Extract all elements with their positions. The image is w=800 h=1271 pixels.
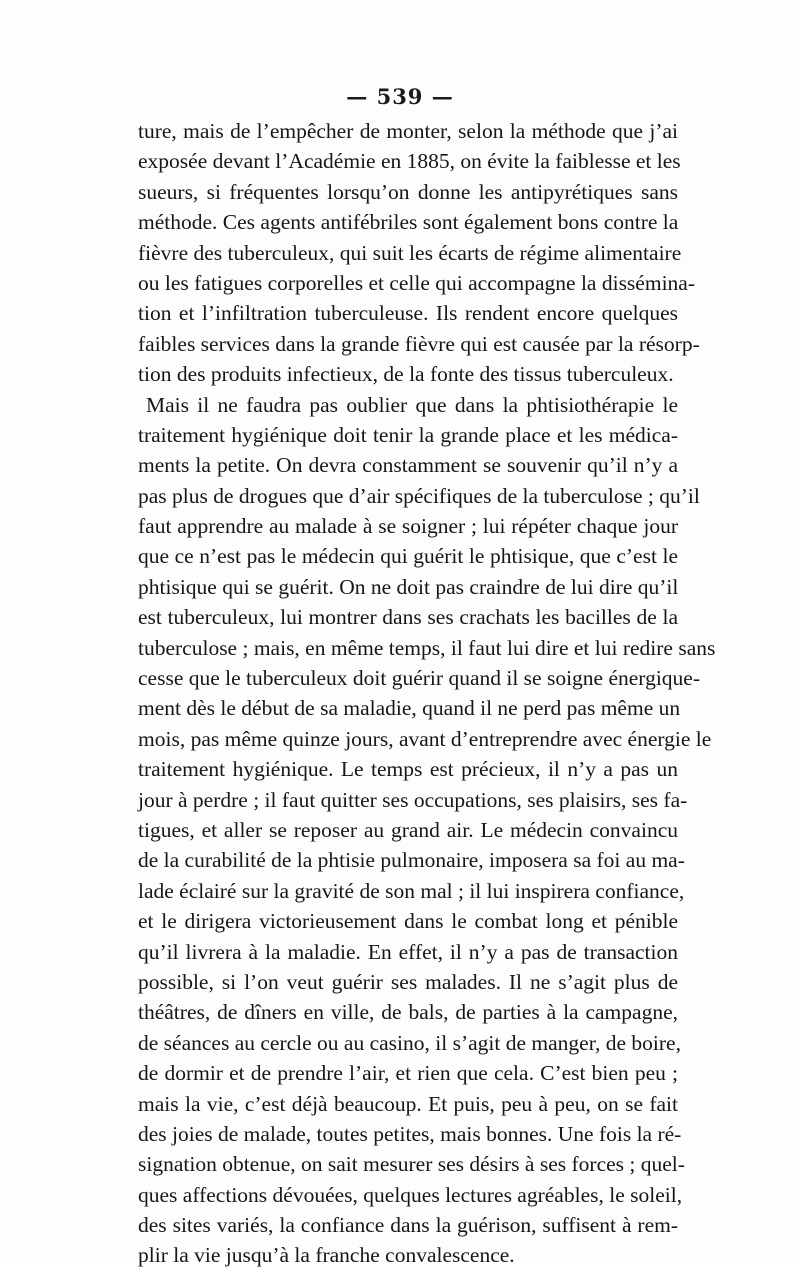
text-line: est tuberculeux, lui montrer dans ses crachats les bacilles de la [138,605,678,630]
text-line: et le dirigera victorieusement dans le combat long et pénible [138,909,678,934]
text-line: théâtres, de dîners en ville, de bals, de parties à la campagne, [138,1000,678,1025]
text-line: plir la vie jusqu’à la franche convalescence. [138,1243,515,1268]
text-line: ou les fatigues corporelles et celle qui accompagne la dissémina- [138,270,695,295]
text-line: des sites variés, la confiance dans la guérison, suffisent à rem- [138,1213,678,1238]
text-line: cesse que le tuberculeux doit guérir quand il se soigne énergique- [138,666,701,691]
text-line: des joies de malade, toutes petites, mais bonnes. Une fois la ré- [138,1121,682,1146]
text-line: possible, si l’on veut guérir ses malades. Il ne s’agit plus de [138,969,678,994]
text-line: de séances au cercle ou au casino, il s’agit de manger, de boire, [138,1030,681,1055]
text-line: tion et l’infiltration tuberculeuse. Ils rendent encore quelques [138,301,678,326]
text-line: lade éclairé sur la gravité de son mal ; il lui inspirera confiance, [138,878,685,903]
text-line: de dormir et de prendre l’air, et rien que cela. C’est bien peu ; [138,1061,678,1086]
text-line: mois, pas même quinze jours, avant d’entreprendre avec énergie le [138,726,712,751]
body-text [138,116,716,1271]
text-line: ques affections dévouées, quelques lectures agréables, le soleil, [138,1182,683,1207]
text-line: exposée devant l’Académie en 1885, on évite la faiblesse et les [138,149,681,174]
text-line: pas plus de drogues que d’air spécifiques de la tuberculose ; qu’il [138,483,700,508]
text-line: ments la petite. On devra constamment se souvenir qu’il n’y a [138,453,678,478]
text-line: signation obtenue, on sait mesurer ses désirs à ses forces ; quel- [138,1152,685,1177]
text-line: traitement hygiénique. Le temps est précieux, il n’y a pas un [138,757,678,782]
text-line: qu’il livrera à la maladie. En effet, il n’y a pas de transaction [138,939,678,964]
text-line: faibles services dans la grande fièvre qui est causée par la résorp- [138,331,700,356]
text-line: faut apprendre au malade à se soigner ; lui répéter chaque jour [138,514,678,539]
text-line: traitement hygiénique doit tenir la grande place et les médica- [138,422,678,447]
text-line: Mais il ne faudra pas oublier que dans la phtisiothérapie le [146,392,678,417]
text-line: méthode. Ces agents antifébriles sont également bons contre la [138,210,679,235]
text-line: tigues, et aller se reposer au grand air. Le médecin convaincu [138,817,678,842]
text-line: de la curabilité de la phtisie pulmonaire, imposera sa foi au ma- [138,848,685,873]
text-line: sueurs, si fréquentes lorsqu’on donne les antipyrétiques sans [138,179,678,204]
text-line: que ce n’est pas le médecin qui guérit le phtisique, que c’est le [138,544,678,569]
page-number: — 539 — [346,84,454,109]
text-line: phtisique qui se guérit. On ne doit pas craindre de lui dire qu’il [138,574,679,599]
text-line: tion des produits infectieux, de la fonte des tissus tuberculeux. [138,362,674,387]
text-line: ture, mais de l’empêcher de monter, selon la méthode que j’ai [138,119,678,143]
text-line: jour à perdre ; il faut quitter ses occupations, ses plaisirs, ses fa- [138,787,688,812]
text-line: fièvre des tuberculeux, qui suit les écarts de régime alimentaire [138,240,682,265]
text-line: tuberculose ; mais, en même temps, il faut lui dire et lui redire sans [138,635,716,660]
text-line: ment dès le début de sa maladie, quand il ne perd pas même un [138,696,681,721]
text-line: mais la vie, c’est déjà beaucoup. Et puis, peu à peu, on se fait [138,1091,678,1116]
